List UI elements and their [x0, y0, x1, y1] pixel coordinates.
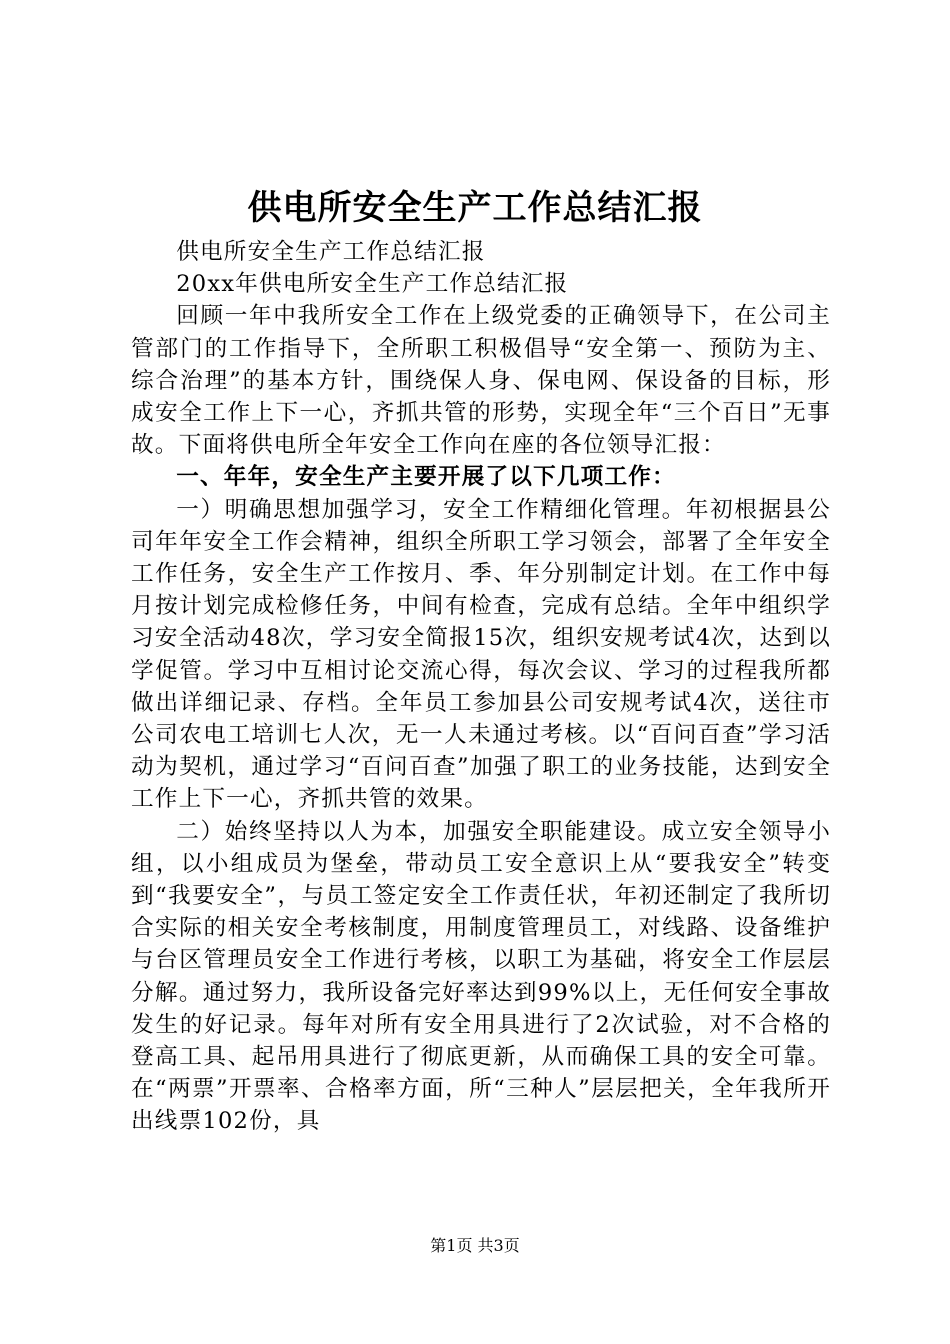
paragraph-subtitle: 供电所安全生产工作总结汇报 [176, 239, 486, 265]
paragraph-item-2: 二）始终坚持以人为本，加强安全职能建设。成立安全领导小组，以小组成员为堡垒，带动员工安全意识上从“要我安全”转变到“我要安全”，与员工签定安全工作责任状，年初还制定了我所切合实际的相关安全考核制度，用制度管理员工，对线路、设备维护与台区管理员安全工作进行考核，以职工为基础，将安全工作层层分解。通过努力，我所设备完好率达到99%以上，无任何安全事故发生的好记录。每年对所有安全用具进行了2次试验，对不合格的登高工具、起吊用具进行了彻底更新，从而确保工具的安全可靠。在“两票”开票率、合格率方面，所“三种人”层层把关，全年我所开出线票102份，具 [131, 818, 831, 1135]
paragraph-item-1: 一）明确思想加强学习，安全工作精细化管理。年初根据县公司年年安全工作会精神，组织全所职工学习领会，部署了全年安全工作任务，安全生产工作按月、季、年分别制定计划。在工作中每月按计划完成检修任务，中间有检查，完成有总结。全年中组织学习安全活动48次，学习安全简报15次，组织安规考试4次，达到以学促管。学习中互相讨论交流心得，每次会议、学习的过程我所都做出详细记录、存档。全年员工参加县公司安规考试4次，送往市公司农电工培训七人次，无一人未通过考核。以“百问百查”学习活动为契机，通过学习“百问百查”加强了职工的业务技能，达到安全工作上下一心，齐抓共管的效果。 [131, 496, 831, 813]
paragraph-intro: 回顾一年中我所安全工作在上级党委的正确领导下，在公司主管部门的工作指导下，全所职工积极倡导“安全第一、预防为主、综合治理”的基本方针，围绕保人身、保电网、保设备的目标，形成安全工作上下一心，齐抓共管的形势，实现全年“三个百日”无事故。下面将供电所全年安全工作向在座的各位领导汇报： [131, 303, 831, 459]
section-heading: 一、年年，安全生产主要开展了以下几项工作： [176, 464, 676, 491]
paragraph-report-title: 20xx年供电所安全生产工作总结汇报 [176, 271, 569, 298]
document-title: 供电所安全生产工作总结汇报 [247, 188, 703, 228]
document-body [131, 236, 831, 1138]
page-number-footer: 第1页 共3页 [430, 1236, 520, 1255]
